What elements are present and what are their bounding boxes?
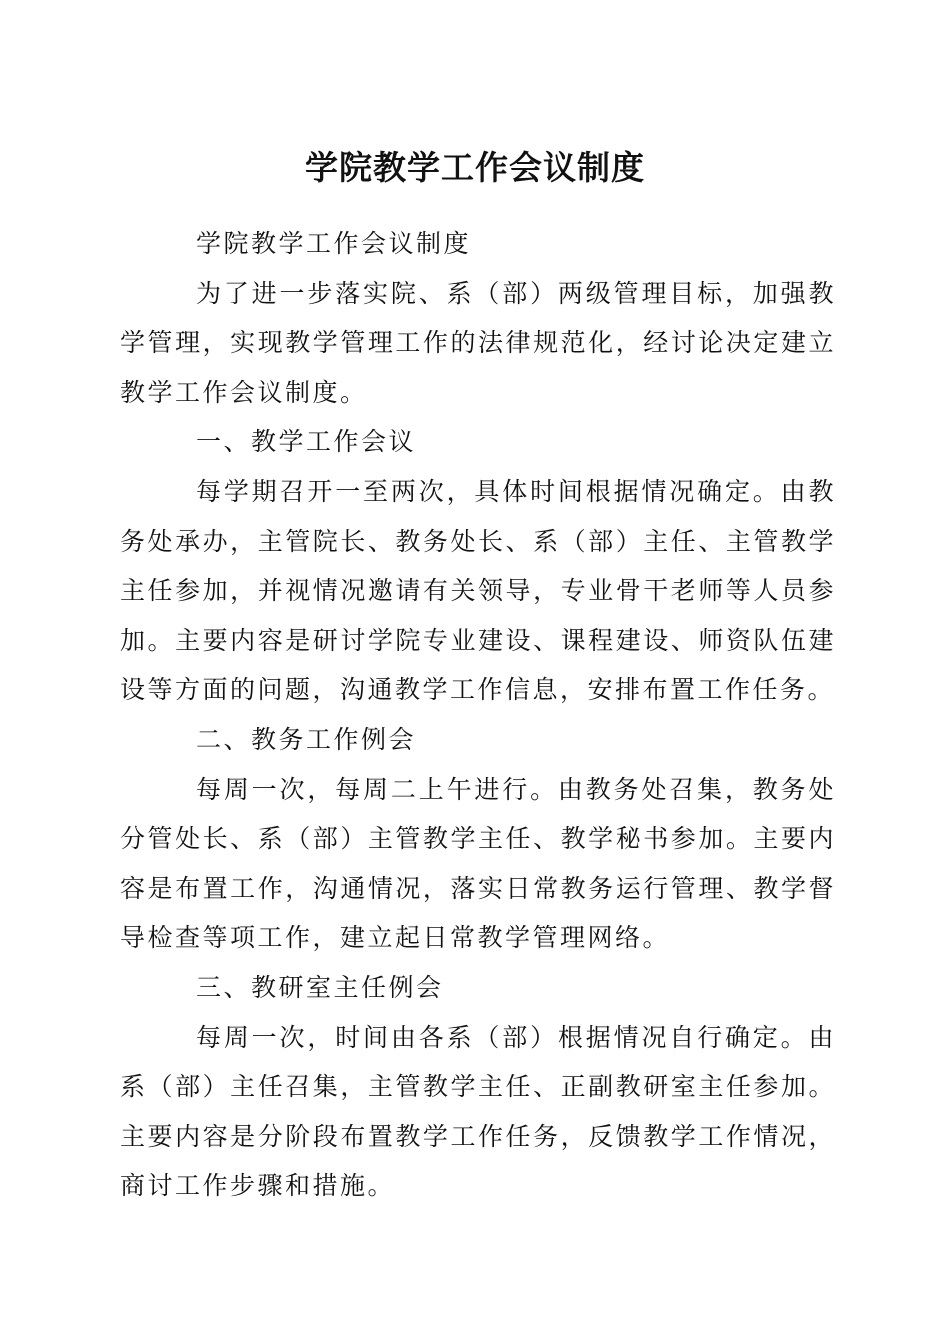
subtitle-paragraph: 学院教学工作会议制度: [196, 229, 472, 258]
section-paragraph-2: 每周一次，每周二上午进行。由教务处召集，教务处分管处长、系（部）主管教学主任、教学秘书参加。主要内容是布置工作，沟通情况，落实日常教务运行管理、教学督导检查等项工作，建立起日常教学管理网络。: [120, 774, 836, 953]
section-heading-2: 二、教务工作例会: [196, 724, 417, 754]
document-body: [120, 219, 836, 1211]
section-heading-3: 三、教研室主任例会: [196, 972, 444, 1002]
section-heading-1: 一、教学工作会议: [196, 427, 417, 457]
intro-paragraph: 为了进一步落实院、系（部）两级管理目标，加强教学管理，实现教学管理工作的法律规范化，经讨论决定建立教学工作会议制度。: [120, 278, 836, 407]
document-title: 学院教学工作会议制度: [305, 148, 645, 187]
section-paragraph-1: 每学期召开一至两次，具体时间根据情况确定。由教务处承办，主管院长、教务处长、系（部）主任、主管教学主任参加，并视情况邀请有关领导，专业骨干老师等人员参加。主要内容是研讨学院专业建设、课程建设、师资队伍建设等方面的问题，沟通教学工作信息，安排布置工作任务。: [120, 476, 836, 705]
section-paragraph-3: 每周一次，时间由各系（部）根据情况自行确定。由系（部）主任召集，主管教学主任、正副教研室主任参加。主要内容是分阶段布置教学工作任务，反馈教学工作情况，商讨工作步骤和措施。: [120, 1022, 836, 1201]
